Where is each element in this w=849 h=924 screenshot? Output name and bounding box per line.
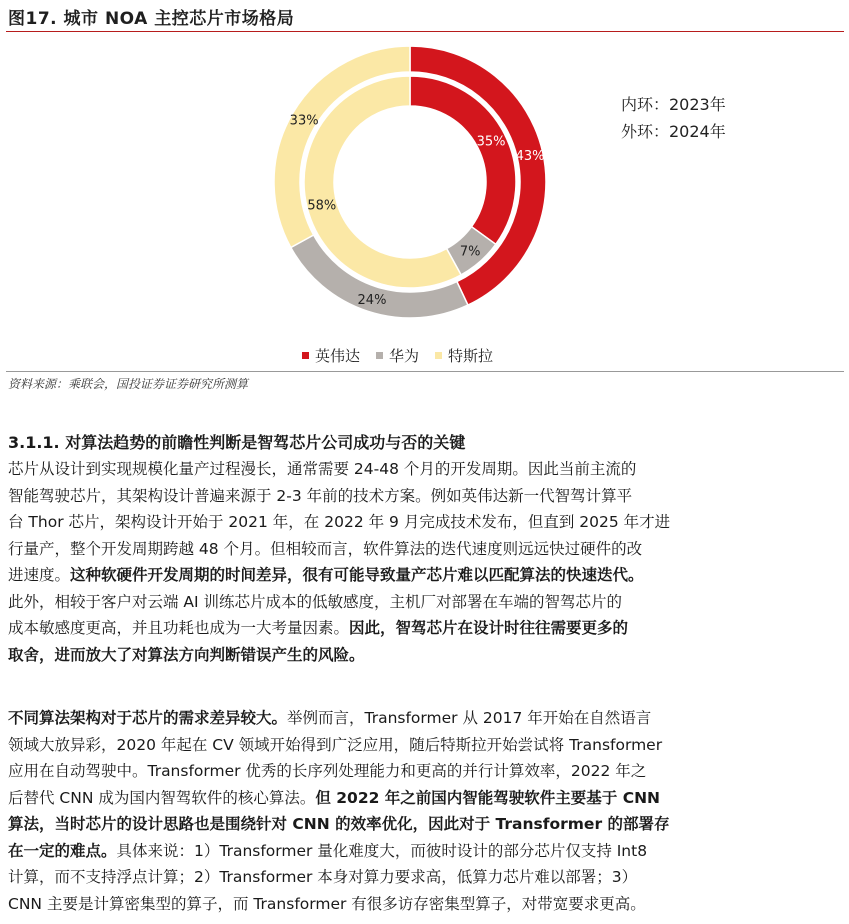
legend-item-nvidia xyxy=(302,345,360,366)
para1-emphasis: 取舍，进而放大了对算法方向判断错误产生的风险。 xyxy=(8,645,365,664)
source-divider xyxy=(6,371,844,372)
para2-line-7: 计算，而不支持浮点计算；2）Transformer 本身对算力要求高，低算力芯片难以部署；3） xyxy=(8,868,638,886)
para2-emphasis: 在一定的难点。 xyxy=(8,841,117,860)
label-outer-tesla: 33% xyxy=(289,113,319,129)
legend-swatch-nvidia xyxy=(302,352,309,359)
para1-line-1: 芯片从设计到实现规模化量产过程漫长，通常需要 24-48 个月的开发周期。因此当前主流的 xyxy=(8,460,637,478)
para1-line-5 xyxy=(8,562,844,589)
para1-emphasis: 因此，智驾芯片在设计时往往需要更多的 xyxy=(349,619,629,637)
label-outer-huawei: 24% xyxy=(357,292,387,308)
para2-line-1 xyxy=(8,705,844,732)
para2-line-6 xyxy=(8,838,844,865)
para1-text: 成本敏感度更高，并且功耗也成为一大考量因素。 xyxy=(8,619,350,637)
para1-emphasis: 这种软硬件开发周期的时间差异，很有可能导致量产芯片难以匹配算法的快速迭代。 xyxy=(70,566,644,584)
legend-item-tesla xyxy=(435,345,493,366)
para1-text: 进速度。 xyxy=(8,566,71,584)
annotation-inner-ring: 内环：2023年 xyxy=(621,95,726,114)
para2-line-2: 领域大放异彩，2020 年起在 CV 领域开始得到广泛应用，随后特斯拉开始尝试将 Transformer xyxy=(8,735,663,754)
inner-ring xyxy=(304,76,516,288)
annotation-outer-ring: 外环：2024年 xyxy=(621,122,726,141)
para1-line-4: 行量产，整个开发周期跨越 48 个月。但相较而言，软件算法的迭代速度则远远快过硬件的改 xyxy=(8,539,643,558)
figure-title: 图17. 城市 NOA 主控芯片市场格局 xyxy=(8,9,295,29)
legend-label-tesla: 特斯拉 xyxy=(448,347,494,365)
para1-line-2: 智能驾驶芯片，其架构设计普遍来源于 2-3 年前的技术方案。例如英伟达新一代智驾计算平 xyxy=(8,486,633,505)
figure-source: 资料来源：乘联会，国投证券证券研究所测算 xyxy=(8,377,249,391)
legend-label-huawei: 华为 xyxy=(389,347,420,365)
legend-label-nvidia: 英伟达 xyxy=(315,347,361,365)
para1-line-8 xyxy=(8,642,844,669)
donut-chart xyxy=(0,34,849,344)
paragraph-2 xyxy=(8,705,844,917)
para2-text: 举例而言，Transformer 从 2017 年开始在自然语言 xyxy=(287,709,652,727)
para1-line-7 xyxy=(8,615,844,642)
legend-item-huawei xyxy=(376,345,419,366)
label-inner-tesla: 58% xyxy=(307,198,337,214)
section-heading: 3.1.1. 对算法趋势的前瞻性判断是智驾芯片公司成功与否的关键 xyxy=(8,433,466,452)
para2-emphasis: 不同算法架构对于芯片的需求差异较大。 xyxy=(8,709,288,727)
title-divider xyxy=(6,31,844,32)
label-outer-nvidia: 43% xyxy=(515,149,545,165)
para2-emphasis: 但 2022 年之前国内智能驾驶软件主要基于 CNN xyxy=(315,788,661,807)
legend-swatch-tesla xyxy=(435,352,442,359)
para2-line-4 xyxy=(8,785,844,812)
para2-line-5 xyxy=(8,811,844,838)
paragraph-1 xyxy=(8,456,844,668)
para1-line-6: 此外，相较于客户对云端 AI 训练芯片成本的低敏感度，主机厂对部署在车端的智驾芯片的 xyxy=(8,592,623,611)
legend-swatch-huawei xyxy=(376,352,383,359)
para2-text: 后替代 CNN 成为国内智驾软件的核心算法。 xyxy=(8,788,316,807)
para2-text: 具体来说：1）Transformer 量化难度大，而彼时设计的部分芯片仅支持 Int8 xyxy=(116,841,648,860)
chart-legend xyxy=(302,345,493,366)
label-inner-nvidia: 35% xyxy=(476,134,506,150)
para1-line-3: 台 Thor 芯片，架构设计开始于 2021 年，在 2022 年 9 月完成技术发布，但直到 2025 年才进 xyxy=(8,513,671,531)
para2-line-3: 应用在自动驾驶中。Transformer 优秀的长序列处理能力和更高的并行计算效率，2022 年之 xyxy=(8,762,647,780)
para2-emphasis: 算法，当时芯片的设计思路也是围绕针对 CNN 的效率优化，因此对于 Transformer 的部署存 xyxy=(8,815,670,833)
para2-line-8: CNN 主要是计算密集型的算子，而 Transformer 有很多访存密集型算子，对带宽要求更高。 xyxy=(8,894,646,913)
label-inner-huawei: 7% xyxy=(459,244,481,260)
